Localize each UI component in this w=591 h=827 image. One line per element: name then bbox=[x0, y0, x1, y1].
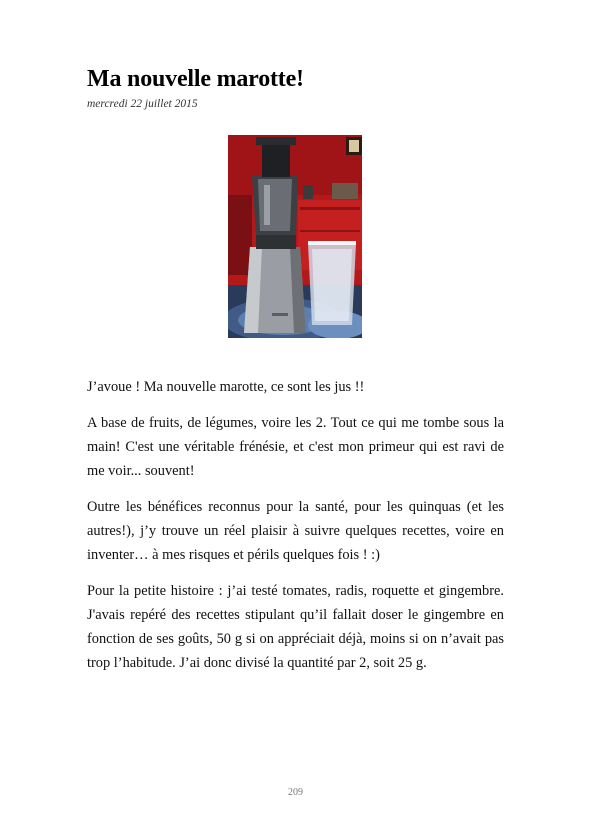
page-number: 209 bbox=[288, 787, 303, 798]
slow-juicer-photo-icon bbox=[228, 135, 362, 338]
paragraph: Pour la petite histoire : j’ai testé tomates, radis, roquette et gingembre. J'avais repéré des recettes stipulant qu’il fallait doser le gingembre en fonction de ses goûts, 50 g si on appréciait déjà, moins si on n’avait pas trop l’habitude. J’ai donc divisé la quantité par 2, soit 25 g. bbox=[87, 583, 504, 671]
paragraph: J’avoue ! Ma nouvelle marotte, ce sont les jus !! bbox=[87, 379, 365, 395]
paragraph: A base de fruits, de légumes, voire les 2. Tout ce qui me tombe sous la main! C'est une véritable frénésie, et c'est mon primeur qui est ravi de me voir... souvent! bbox=[87, 415, 504, 479]
juicer-photo bbox=[228, 135, 362, 338]
paragraph: Outre les bénéfices reconnus pour la santé, pour les quinquas (et les autres!), j’y trouve un réel plaisir à suivre quelques recettes, voire en inventer… à mes risques et périls quelques fois ! :) bbox=[87, 499, 504, 563]
post-date: mercredi 22 juillet 2015 bbox=[87, 98, 198, 110]
post-title: Ma nouvelle marotte! bbox=[87, 66, 304, 92]
post-body bbox=[87, 375, 504, 687]
